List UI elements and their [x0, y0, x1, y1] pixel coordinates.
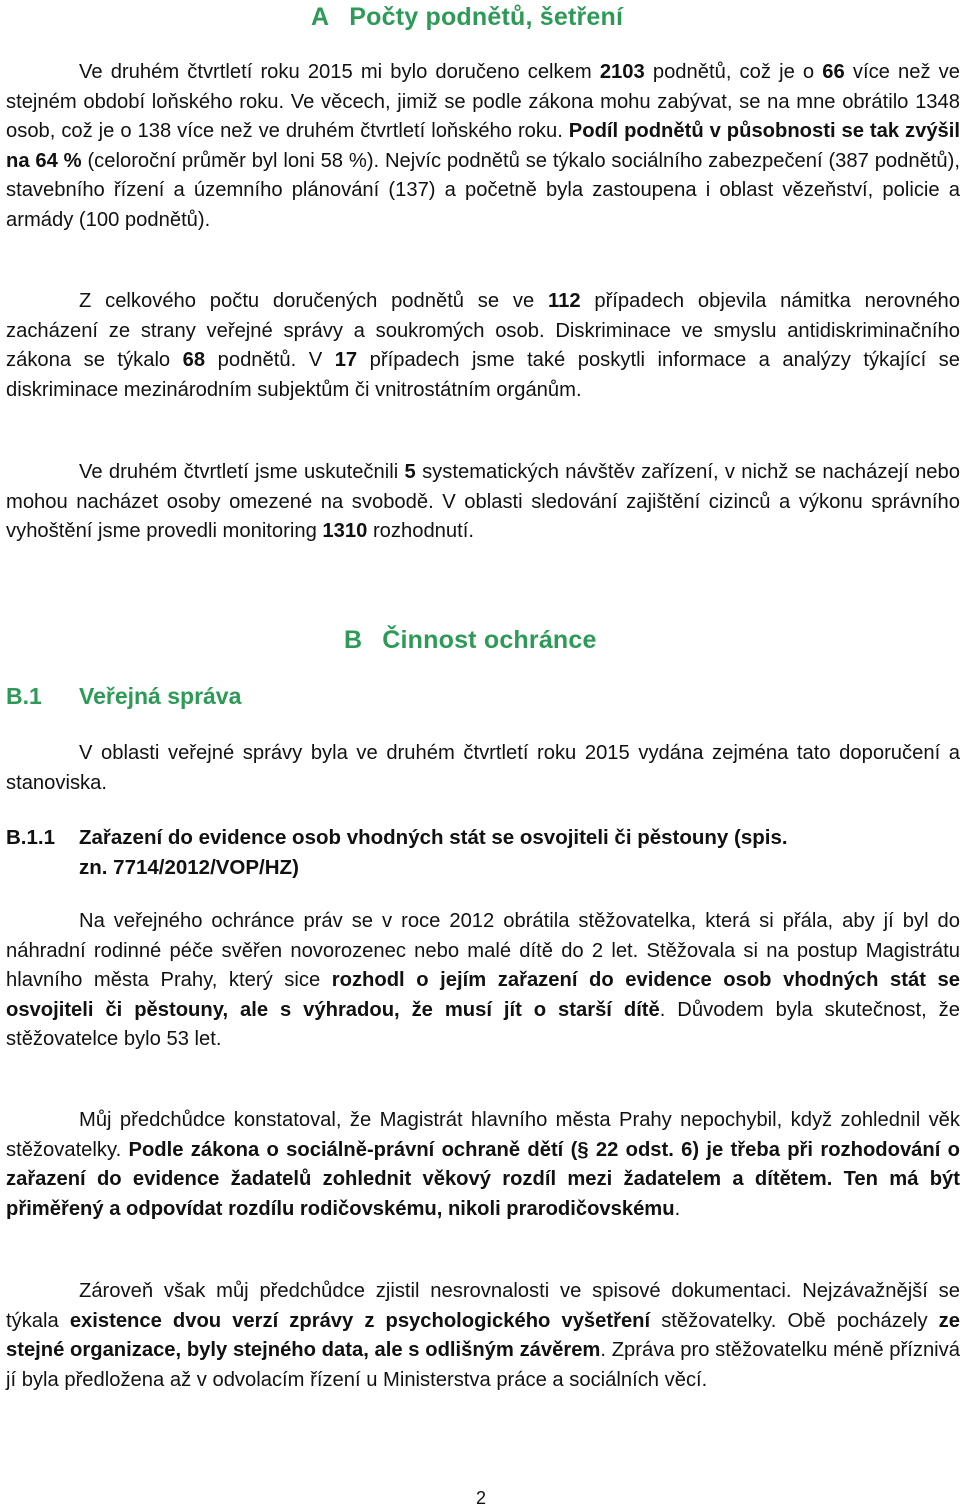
- p6-run-1: Podle zákona o sociálně-právní ochraně dětí (§ 22 odst. 6) je třeba při rozhodování o zařazení do evidence žadatelů zohlednit věkový rozdíl mezi žadatelem a dítětem. Ten má být přiměřený a odpovídat rozdílu rodičovskému, nikoli prarodičovskému: [6, 1138, 960, 1220]
- section-b1-number: B.1: [6, 683, 42, 709]
- p6-run-0: Můj předchůdce konstatoval, že Magistrát hlavního města Prahy nepochybil, když zohlednil věk stěžovatelky.: [6, 1109, 960, 1161]
- p1-run-3: 66: [822, 61, 845, 83]
- paragraph-predecessor: [6, 1106, 960, 1224]
- p5-run-1: rozhodl o jejím zařazení do evidence osob vhodných stát se osvojiteli či pěstouny, ale s výhradou, že musí jít o starší dítě: [6, 969, 960, 1021]
- section-b-letter: B: [344, 626, 363, 654]
- p1-run-1: 2103: [599, 61, 645, 83]
- p7-run-4: . Zpráva pro stěžovatelku méně příznivá jí byla předložena až v odvolacím řízení u Ministerstva práce a sociálních věcí.: [6, 1339, 960, 1391]
- page-number: 2: [476, 1488, 487, 1508]
- paragraph-complaint: [6, 907, 960, 1055]
- section-b11-heading: [6, 823, 960, 882]
- p6-run-2: .: [674, 1197, 681, 1220]
- paragraph-discrimination: [6, 287, 960, 405]
- paragraph-counts: [6, 58, 960, 236]
- paragraph-discrepancies: [6, 1277, 960, 1395]
- section-a-heading: [311, 3, 623, 32]
- section-a-title: Počty podnětů, šetření: [349, 3, 624, 31]
- p1-run-6: (celoroční průměr byl loni 58 %). Nejvíc podnětů se týkalo sociálního zabezpečení (387 podnětů), stavebního řízení a územního plánování (137) a početně byla zastoupena i oblast vězeňství, policie a armády (100 podnětů).: [6, 149, 960, 231]
- section-a-letter: A: [311, 3, 330, 31]
- paragraph-discrepancies-run: [6, 1280, 960, 1391]
- p3-run-4: rozhodnutí.: [367, 520, 474, 543]
- p3-run-0: Ve druhém čtvrtletí jsme uskutečnili: [79, 461, 405, 483]
- p5-run-2: . Důvodem byla skutečnost, že stěžovatelce bylo 53 let.: [6, 998, 960, 1051]
- p2-run-1: 112: [548, 290, 581, 312]
- section-b-heading: [344, 626, 597, 655]
- p7-run-2: stěžovatelky. Obě pocházely: [650, 1309, 939, 1332]
- section-b11-title-line1: Zařazení do evidence osob vhodných stát se osvojiteli či pěstouny (spis.: [79, 826, 788, 849]
- p1-run-0: Ve druhém čtvrtletí roku 2015 mi bylo doručeno celkem: [79, 61, 600, 83]
- paragraph-predecessor-run: [6, 1109, 960, 1220]
- paragraph-public-admin: [6, 739, 960, 798]
- paragraph-discrimination-run: [6, 290, 960, 401]
- p7-run-0: Zároveň však můj předchůdce zjistil nesrovnalosti ve spisové dokumentaci. Nejzávažnější se týkala: [6, 1280, 960, 1332]
- p1-run-5: Podíl podnětů v působnosti se tak zvýšil na 64 %: [6, 120, 960, 172]
- p4-run-0: V oblasti veřejné správy byla ve druhém čtvrtletí roku 2015 vydána zejména tato doporučení a stanoviska.: [6, 742, 960, 794]
- paragraph-counts-run: [6, 61, 960, 231]
- p3-run-1: 5: [404, 461, 416, 483]
- p2-run-2: případech objevila námitka nerovného zacházení ze strany veřejné správy a soukromých osob. Diskriminace ve smyslu antidiskriminačního zákona se týkalo: [6, 290, 960, 372]
- section-b1-heading: [6, 683, 241, 710]
- section-b11-number: B.1.1: [6, 826, 55, 849]
- p5-run-0: Na veřejného ochránce práv se v roce 2012 obrátila stěžovatelka, která si přála, aby jí byl do náhradní rodinné péče svěřen novorozenec nebo malé dítě do 2 let. Stěžovala si na postup Magistrátu hlavního města Prahy, který sice: [6, 910, 960, 992]
- section-b11-title-line2: zn. 7714/2012/VOP/HZ): [79, 855, 299, 879]
- p2-run-5: 17: [334, 349, 358, 372]
- p2-run-4: podnětů. V: [205, 349, 335, 372]
- section-b1-title: Veřejná správa: [79, 683, 242, 709]
- p7-run-3: ze stejné organizace, byly stejného data, ale s odlišným závěrem: [6, 1309, 960, 1362]
- paragraph-complaint-run: [6, 910, 960, 1050]
- p7-run-1: existence dvou verzí zprávy z psychologického vyšetření: [69, 1309, 651, 1332]
- p3-run-2: systematických návštěv zařízení, v nichž se nacházejí nebo mohou nacházet osoby omezené na svobodě. V oblasti sledování zajištění cizinců a výkonu správního vyhoštění jsme provedli monitoring: [6, 461, 960, 543]
- section-b-title: Činnost ochránce: [382, 626, 597, 654]
- p2-run-3: 68: [182, 349, 206, 372]
- paragraph-public-admin-run: [6, 742, 960, 794]
- paragraph-visits-run: [6, 461, 960, 542]
- p3-run-3: 1310: [322, 520, 368, 543]
- paragraph-visits: [6, 458, 960, 547]
- p2-run-6: případech jsme také poskytli informace a analýzy týkající se diskriminace mezinárodním subjektům či vnitrostátním orgánům.: [6, 349, 960, 401]
- p1-run-4: více než ve stejném období loňského roku. Ve věcech, jimiž se podle zákona mohu zabývat, se na mne obrátilo 1348 osob, což je o 138 více než ve druhém čtvrtletí loňského roku.: [6, 61, 960, 143]
- p2-run-0: Z celkového počtu doručených podnětů se ve: [79, 290, 548, 312]
- p1-run-2: podnětů, což je o: [644, 61, 823, 83]
